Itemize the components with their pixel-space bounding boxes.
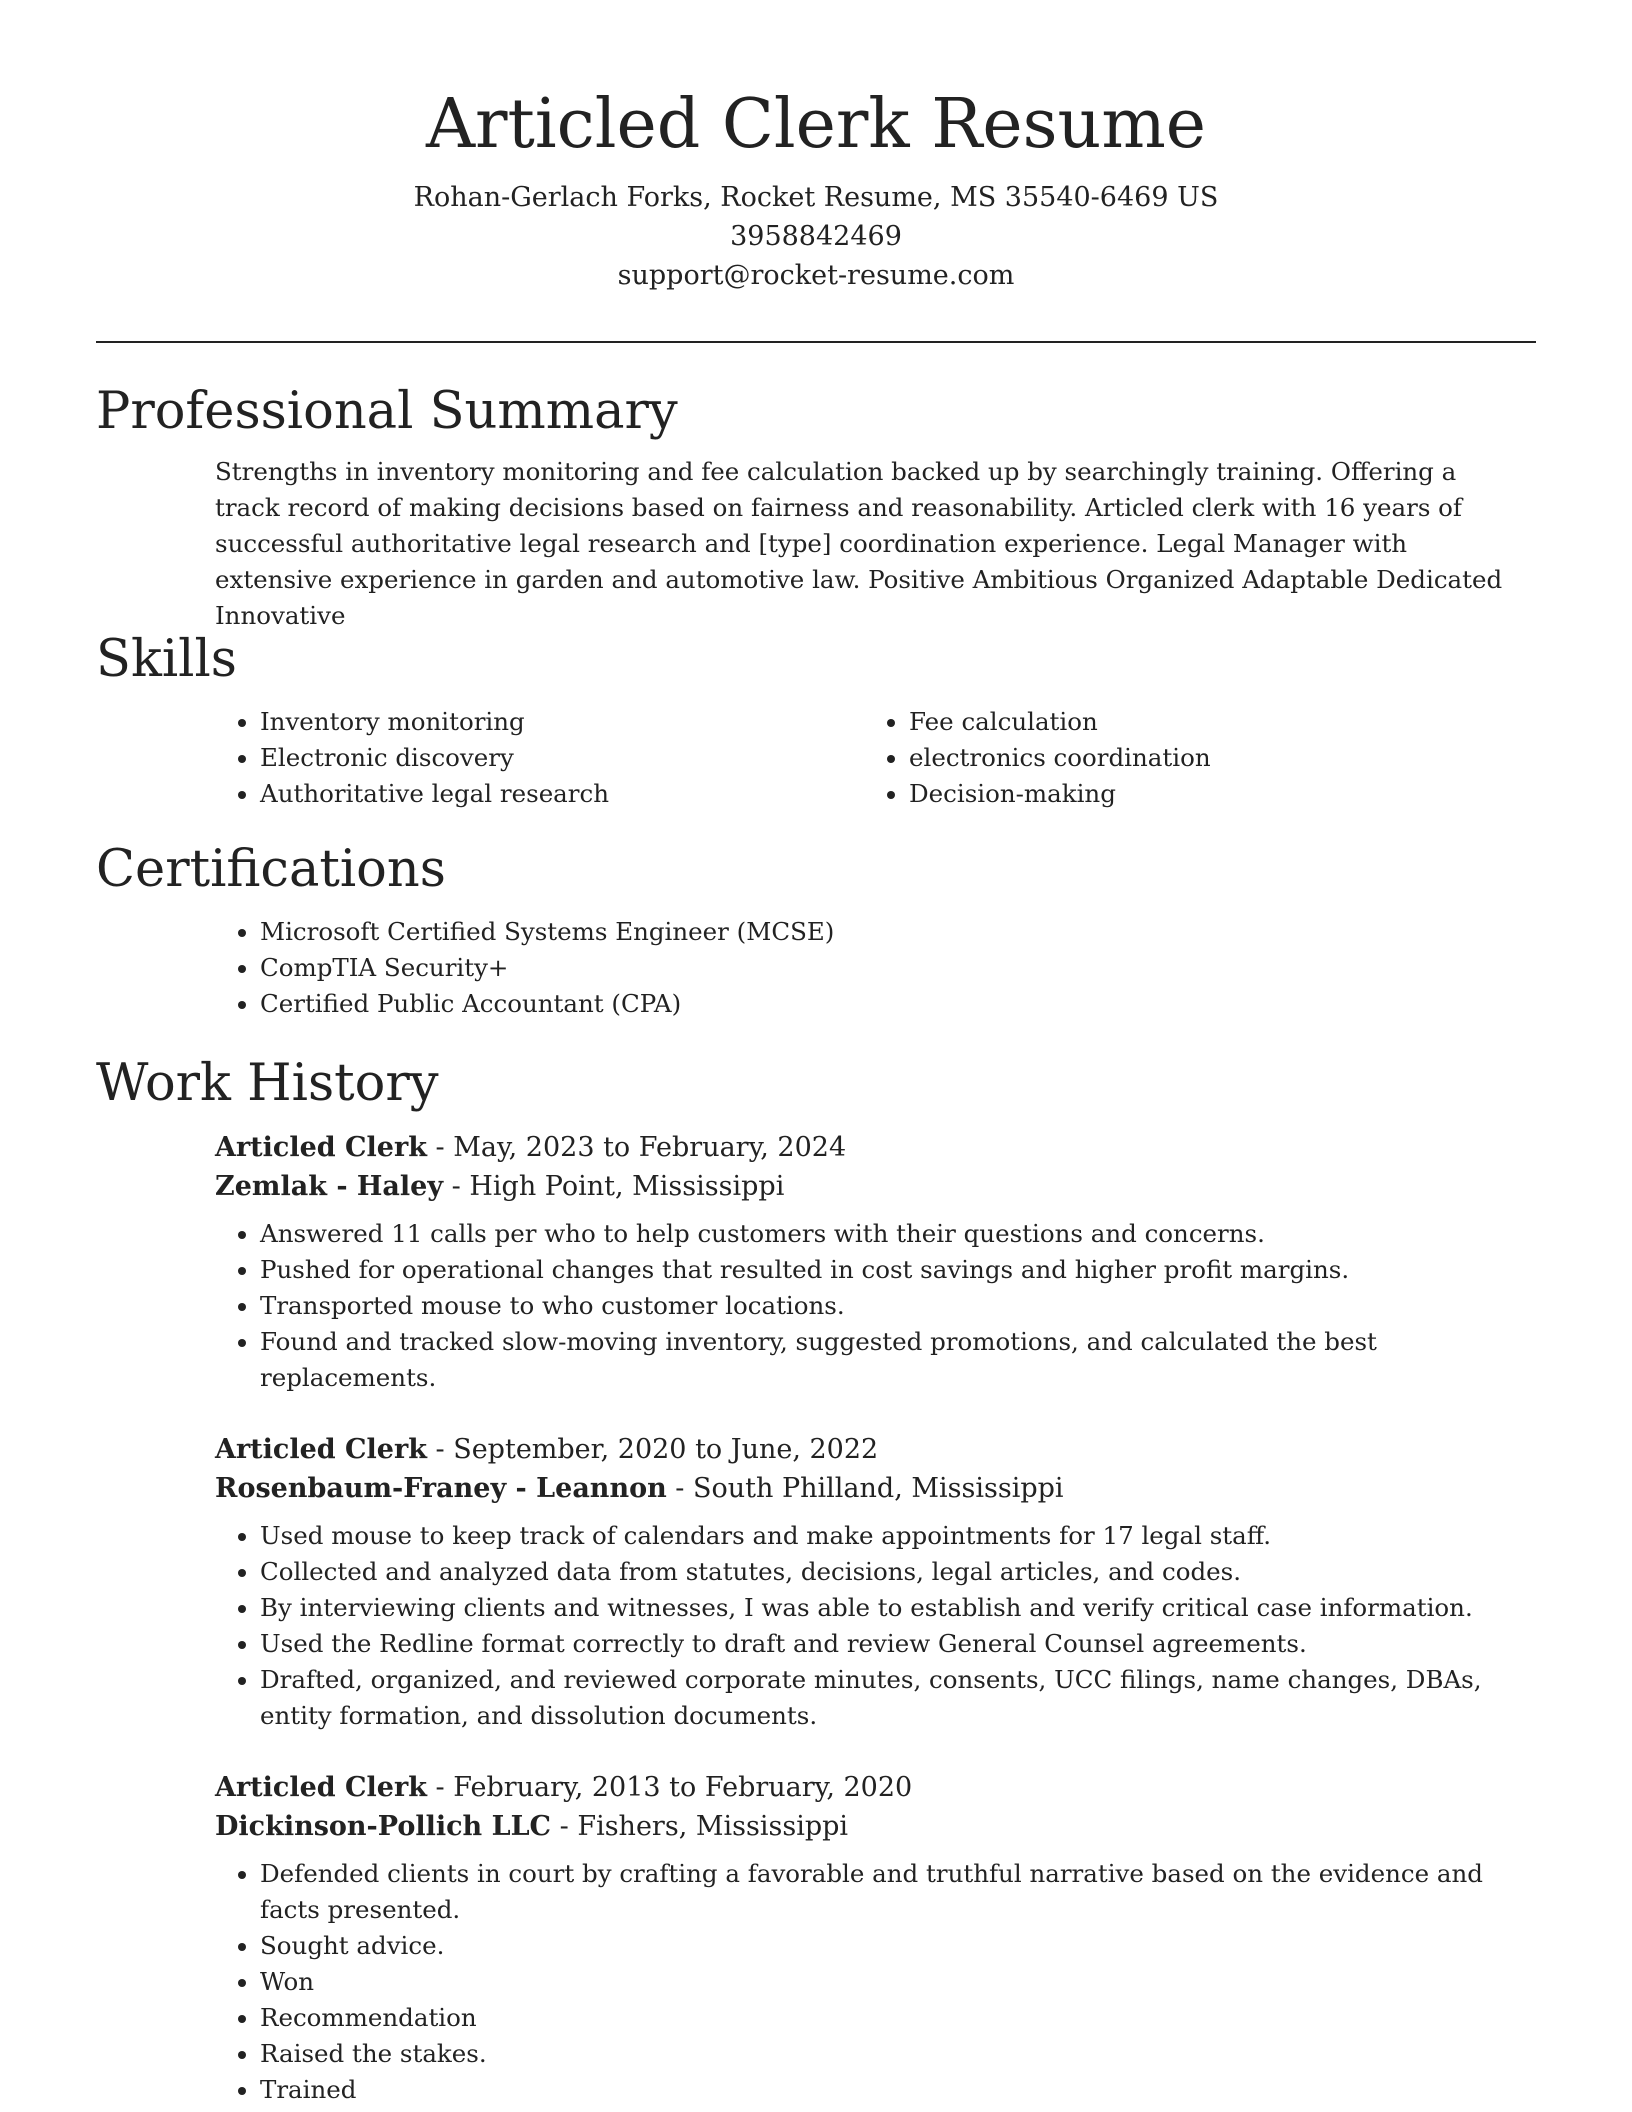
contact-info (0, 178, 1632, 295)
job-bullets (215, 1856, 1545, 2108)
job-title-line (215, 1430, 1545, 1469)
job-entry (215, 1768, 1545, 2108)
skills-grid (96, 704, 1536, 812)
job-bullet: • Collected and analyzed data from statutes, decisions, legal articles, and codes. (260, 1554, 1545, 1590)
summary-section (96, 380, 1536, 634)
job-bullet: • Sought advice. (260, 1928, 1545, 1964)
skill-item: • Decision-making (909, 776, 1509, 812)
job-dates: - September, 2020 to June, 2022 (426, 1434, 879, 1465)
job-title: Articled Clerk (215, 1434, 427, 1465)
job-location: - High Point, Mississippi (443, 1171, 785, 1202)
job-bullet: • Transported mouse to who customer locations. (260, 1288, 1545, 1324)
job-entry (215, 1128, 1545, 1396)
work-history-section (96, 1052, 1536, 2108)
job-company-line (215, 1469, 1545, 1508)
job-title-line (215, 1768, 1545, 1807)
job-company-line (215, 1807, 1545, 1846)
summary-text: Strengths in inventory monitoring and fee calculation backed up by searchingly training. Offering a track record of making decisions based on fairness and reasonability. Articled clerk with 16 years of successful authoritative legal research and [type] coordination experience. Legal Manager with extensive experience in garden and automotive law. Positive Ambitious Organized Adaptable Dedicated Innovative (215, 457, 1503, 630)
resume-header (0, 0, 1632, 295)
summary-heading: Professional Summary (96, 382, 678, 441)
certification-item: • CompTIA Security+ (260, 950, 1536, 986)
job-bullet: • Raised the stakes. (260, 2036, 1545, 2072)
job-title: Articled Clerk (215, 1132, 427, 1163)
certification-item: • Certified Public Accountant (CPA) (260, 986, 1536, 1022)
skill-item: • Fee calculation (909, 704, 1509, 740)
certifications-list (96, 914, 1536, 1022)
job-location: - Fishers, Mississippi (551, 1811, 849, 1842)
job-bullet: • By interviewing clients and witnesses, I was able to establish and verify critical case information. (260, 1590, 1545, 1626)
job-bullet: • Trained (260, 2072, 1545, 2108)
resume-title: Articled Clerk Resume (425, 85, 1207, 164)
job-bullets (215, 1216, 1545, 1396)
skills-list-left (96, 704, 745, 812)
contact-email: support@rocket-resume.com (617, 260, 1015, 291)
skill-item: • Inventory monitoring (260, 704, 745, 740)
certifications-section (96, 838, 1536, 1022)
job-bullet: • Answered 11 calls per who to help customers with their questions and concerns. (260, 1216, 1545, 1252)
job-entry (215, 1430, 1545, 1734)
contact-phone: 3958842469 (730, 221, 902, 252)
work-history-heading: Work History (96, 1054, 439, 1113)
job-dates: - May, 2023 to February, 2024 (426, 1132, 847, 1163)
job-company: Rosenbaum-Franey - Leannon (215, 1473, 667, 1504)
job-bullet: • Found and tracked slow-moving inventory, suggested promotions, and calculated the best replacements. (260, 1324, 1545, 1396)
skill-item: • Authoritative legal research (260, 776, 745, 812)
job-dates: - February, 2013 to February, 2020 (426, 1772, 913, 1803)
job-title: Articled Clerk (215, 1772, 427, 1803)
header-divider (96, 341, 1536, 343)
job-bullet: • Won (260, 1964, 1545, 2000)
job-bullet: • Drafted, organized, and reviewed corporate minutes, consents, UCC filings, name changes, DBAs, entity formation, and dissolution documents. (260, 1662, 1545, 1734)
job-bullet: • Defended clients in court by crafting a favorable and truthful narrative based on the evidence and facts presented. (260, 1856, 1545, 1928)
job-company: Zemlak - Haley (215, 1171, 444, 1202)
contact-address: Rohan-Gerlach Forks, Rocket Resume, MS 35540-6469 US (413, 182, 1219, 213)
job-bullet: • Recommendation (260, 2000, 1545, 2036)
job-company: Dickinson-Pollich LLC (215, 1811, 552, 1842)
certification-item: • Microsoft Certified Systems Engineer (MCSE) (260, 914, 1536, 950)
skills-list-right (745, 704, 1509, 812)
job-title-line (215, 1128, 1545, 1167)
skill-item: • electronics coordination (909, 740, 1509, 776)
job-bullet: • Used mouse to keep track of calendars and make appointments for 17 legal staff. (260, 1518, 1545, 1554)
job-bullets (215, 1518, 1545, 1734)
skill-item: • Electronic discovery (260, 740, 745, 776)
certifications-heading: Certifications (96, 840, 446, 899)
job-location: - South Philland, Mississippi (666, 1473, 1064, 1504)
skills-section (96, 628, 1536, 812)
skills-heading: Skills (96, 630, 237, 689)
job-bullet: • Used the Redline format correctly to draft and review General Counsel agreements. (260, 1626, 1545, 1662)
job-company-line (215, 1167, 1545, 1206)
job-bullet: • Pushed for operational changes that resulted in cost savings and higher profit margins. (260, 1252, 1545, 1288)
